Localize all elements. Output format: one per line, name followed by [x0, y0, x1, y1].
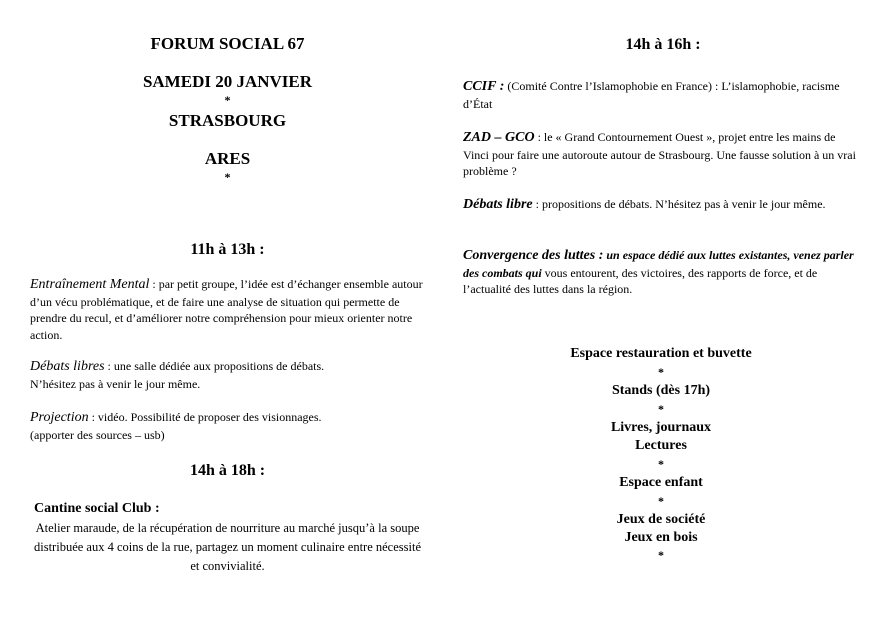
afternoon-time-right: 14h à 16h : [625, 36, 701, 53]
activity-ccif [463, 78, 863, 112]
activity-keyword: CCIF : [463, 79, 505, 94]
activity-text-2: (apporter des sources – usb) [30, 427, 165, 442]
activity-text: (Comité Contre l’Islamophobie en France) : L’islamophobie, racisme d’État [463, 79, 840, 111]
activity-keyword: ZAD – GCO [463, 130, 535, 145]
activity-convergence [463, 247, 863, 298]
separator-star: * [224, 170, 231, 184]
cantine-title: Cantine social Club : [34, 501, 160, 516]
separator-star: * [658, 365, 664, 379]
afternoon-time: 14h à 18h : [189, 462, 266, 479]
service-item: Livres, journaux [610, 420, 712, 435]
activity-keyword: Débats libres [30, 359, 105, 374]
separator-star: * [658, 548, 664, 562]
activity-entrainement-mental [30, 276, 425, 343]
separator-star: * [224, 93, 231, 107]
activity-keyword: Convergence des luttes : [463, 248, 604, 263]
service-item: Stands (dès 17h) [611, 383, 711, 398]
activity-keyword: Débats libre [463, 197, 533, 212]
activity-debats-libres [30, 358, 425, 392]
event-place: ARES [204, 149, 251, 168]
service-item: Jeux en bois [624, 530, 698, 545]
activity-bold-text: un espace dédié aux luttes existantes, venez parler des combats qui [463, 248, 854, 280]
morning-time: 11h à 13h : [190, 241, 265, 258]
activity-projection [30, 409, 425, 443]
services-list [463, 345, 859, 563]
activity-text: vous entourent, des victoires, des rapports de force, et de l’actualité des luttes dans la région. [463, 265, 818, 296]
separator-star: * [658, 402, 664, 416]
event-date: SAMEDI 20 JANVIER [142, 72, 313, 91]
service-item: Jeux de société [616, 512, 706, 527]
separator-star: * [658, 457, 664, 471]
service-item: Espace enfant [619, 475, 703, 490]
activity-text: : vidéo. Possibilité de proposer des visionnages. [88, 410, 322, 424]
activity-zad-gco [463, 129, 863, 180]
activity-text: : le « Grand Contournement Ouest », projet entre les mains de Vinci pour faire une autoroute autour de Strasbourg. Une fausse solution à un vrai problème ? [463, 130, 856, 178]
activity-debats-libre [463, 196, 863, 214]
cantine-text: Atelier maraude, de la récupération de nourriture au marché jusqu’à la soupe distribuée aux 4 coins de la rue, partagez un moment culinaire entre nécessité et convivialité. [34, 521, 421, 573]
service-item: Espace restauration et buvette [570, 346, 752, 361]
activity-keyword: Entraînement Mental [30, 277, 150, 292]
forum-title: FORUM SOCIAL 67 [150, 34, 305, 53]
activity-text: : par petit groupe, l’idée est d’échanger ensemble autour d’un vécu problématique, et de faire une analyse de situation qui permette de prendre du recul, et d’améliorer notre compréhension pour mieux orienter notre action. [30, 277, 423, 342]
event-city: STRASBOURG [168, 111, 287, 130]
separator-star: * [658, 494, 664, 508]
activity-text: : propositions de débats. N’hésitez pas à venir le jour même. [532, 197, 826, 211]
activity-text: : une salle dédiée aux propositions de débats. [104, 359, 325, 373]
activity-keyword: Projection [30, 410, 89, 425]
activity-text-2: N’hésitez pas à venir le jour même. [30, 376, 201, 391]
service-item: Lectures [635, 438, 687, 453]
